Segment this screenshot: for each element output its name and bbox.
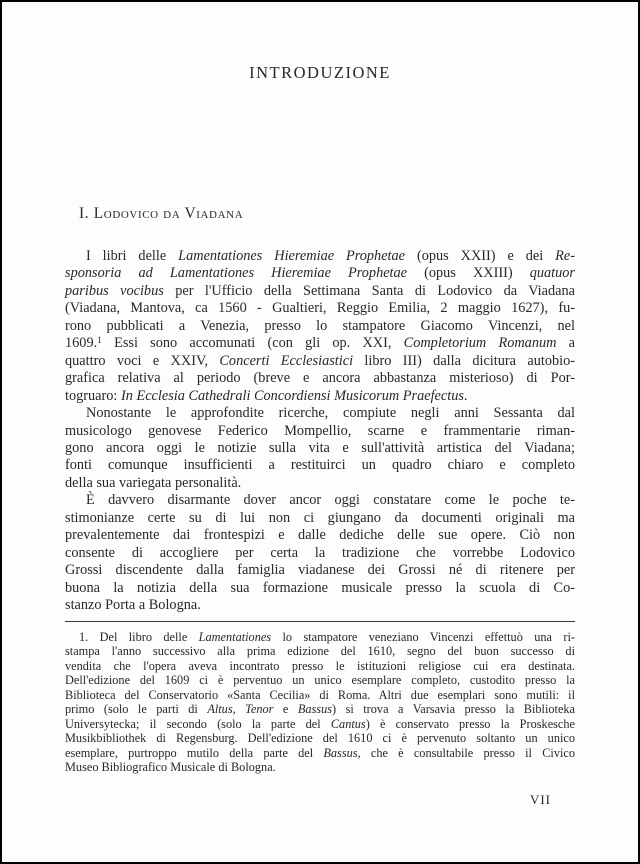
text-segment: 1. Del libro delle xyxy=(79,629,199,644)
text-segment: I libri delle xyxy=(86,248,179,264)
text-line xyxy=(65,300,575,317)
text-segment: lo stampatore veneziano Vincenzi effettuò una ri- xyxy=(271,629,575,644)
text-segment: gono ancora oggi le notizie sulla vita e sull'attività artistica del Viadana; xyxy=(65,439,575,456)
text-segment: Dell'edizione del 1609 ci è perventuo un unico esemplare completo, custodito presso la xyxy=(65,673,575,688)
text-segment: e xyxy=(273,702,298,717)
text-segment: . xyxy=(463,387,468,404)
text-line xyxy=(65,630,575,645)
text-segment: Biblioteca del Conservatorio «Santa Cecilia» di Roma. Altri due esemplari sono mutili: il xyxy=(65,687,575,702)
text-segment: esemplare, purtroppo mutilo della parte del xyxy=(65,745,324,760)
text-segment: quattro voci e XXIV, xyxy=(65,352,220,369)
text-segment: libro III) dalla dicitura autobio- xyxy=(353,352,576,369)
text-segment: prevalentemente dai frontespizi e dalle dediche delle sue opere. Ciò non xyxy=(65,527,575,544)
text-segment: consente di accogliere per certa la tradizione che vorrebbe Lodovico xyxy=(65,544,575,561)
text-segment: Nonostante le approfondite ricerche, compiute negli anni Sessanta dal xyxy=(86,405,575,422)
text-segment: togruaro: xyxy=(65,387,121,404)
text-segment: per l'Ufficio della Settimana Santa di Lodovico da Viadana xyxy=(163,282,575,299)
text-line xyxy=(65,545,575,562)
text-segment: stampa l'anno successivo alla prima edizione del 1610, segno del buon successo di xyxy=(65,644,575,659)
text-line xyxy=(65,265,575,282)
text-segment: È davvero disarmante dover ancor oggi constatare come le poche te- xyxy=(86,492,575,509)
italic-text: Bassus xyxy=(297,702,333,717)
section-heading: I. Lodovico da Viadana xyxy=(79,205,244,222)
text-line xyxy=(65,283,575,300)
text-segment: grafica relativa al periodo (breve e ancora abbastanza misterioso) di Por- xyxy=(65,370,575,387)
footnote-text xyxy=(65,630,575,775)
text-line xyxy=(65,510,575,527)
italic-text: Cantus xyxy=(330,716,366,731)
text-line xyxy=(65,248,575,265)
text-line xyxy=(65,527,575,544)
text-segment: 1609. xyxy=(65,335,98,352)
text-line xyxy=(65,746,575,761)
text-segment: Universytecka; il secondo (solo la parte del xyxy=(65,716,331,731)
text-line xyxy=(65,562,575,579)
italic-text: Lamentationes xyxy=(198,629,272,644)
italic-text: Completorium Romanum xyxy=(403,335,557,352)
text-line xyxy=(65,580,575,597)
text-line xyxy=(65,644,575,659)
text-segment: ) è conservato presso la Proskesche xyxy=(365,716,575,731)
text-segment: stanzo Porta a Bologna. xyxy=(65,597,201,614)
text-line xyxy=(65,405,575,422)
text-line xyxy=(65,760,575,775)
text-segment: primo (solo le parti di xyxy=(65,702,208,717)
body-text xyxy=(65,248,575,615)
text-line xyxy=(65,659,575,674)
text-segment: (opus XXIII) xyxy=(407,265,530,282)
text-segment: Essi sono accomunati (con gli op. XXI, xyxy=(101,335,404,352)
text-line xyxy=(65,492,575,509)
italic-text: Bassus xyxy=(323,745,358,760)
text-segment: ) si trova a Varsavia presso la Biblioteka xyxy=(332,702,576,717)
text-line xyxy=(65,702,575,717)
text-line xyxy=(65,440,575,457)
text-segment: a xyxy=(556,335,576,352)
footnote-reference: 1 xyxy=(97,336,102,347)
text-segment: vendita che l'opera aveva incontrato presso le istituzioni religiose cui era destinata. xyxy=(65,658,575,673)
text-segment: , che è consultabile presso il Civico xyxy=(357,745,575,760)
text-segment: (Viadana, Mantova, ca 1560 - Gualtieri, Reggio Emilia, 2 maggio 1627), fu- xyxy=(65,300,575,317)
text-line xyxy=(65,353,575,370)
text-column xyxy=(2,63,638,808)
text-segment: (opus XXII) e dei xyxy=(405,248,556,264)
text-segment: musicologo genovese Federico Mompellio, scarne e frammentarie riman- xyxy=(65,422,575,439)
text-line xyxy=(65,673,575,688)
italic-text: Lamentationes Hieremiae Prophetae xyxy=(178,248,406,264)
text-segment: Grossi discendente dalla famiglia viadanese dei Grossi né di ritenere per xyxy=(65,562,575,579)
footnote-divider xyxy=(65,621,575,622)
text-segment: buona la notizia della sua formazione musicale presso la scuola di Co- xyxy=(65,579,575,596)
text-segment: fonti comunque insufficienti a restituirci un quadro chiaro e completo xyxy=(65,457,575,474)
italic-text: paribus vocibus xyxy=(65,282,164,299)
page-number: VII xyxy=(529,791,551,807)
text-line xyxy=(65,475,575,492)
italic-text: In Ecclesia Cathedrali Concordiensi Musicorum Praefectus xyxy=(120,387,464,404)
text-segment: Musikbibliothek di Regensburg. Dell'edizione del 1610 ci è pervenuto soltanto un unico xyxy=(65,731,575,746)
text-line xyxy=(65,731,575,746)
text-line xyxy=(65,717,575,732)
text-segment: della sua variegata personalità. xyxy=(65,474,242,491)
text-line xyxy=(65,388,575,405)
text-line xyxy=(65,688,575,703)
italic-text: Concerti Ecclesiastici xyxy=(219,352,354,369)
text-line xyxy=(65,457,575,474)
italic-text: quatuor xyxy=(529,265,575,282)
text-segment: stimonianze certe su di lui non ci giungano da documenti originali ma xyxy=(65,509,575,526)
italic-text: Altus, Tenor xyxy=(207,702,274,717)
text-line xyxy=(65,318,575,335)
text-line xyxy=(65,597,575,614)
page-title: INTRODUZIONE xyxy=(249,63,391,82)
text-line xyxy=(65,370,575,387)
text-line xyxy=(65,335,575,352)
italic-text: Re- xyxy=(555,248,575,264)
italic-text: sponsoria ad Lamentationes Hieremiae Prophetae xyxy=(65,265,408,282)
text-segment: Museo Bibliografico Musicale di Bologna. xyxy=(65,760,276,775)
text-segment: rono pubblicati a Venezia, presso lo stampatore Giacomo Vincenzi, nel xyxy=(65,317,575,334)
text-line xyxy=(65,423,575,440)
